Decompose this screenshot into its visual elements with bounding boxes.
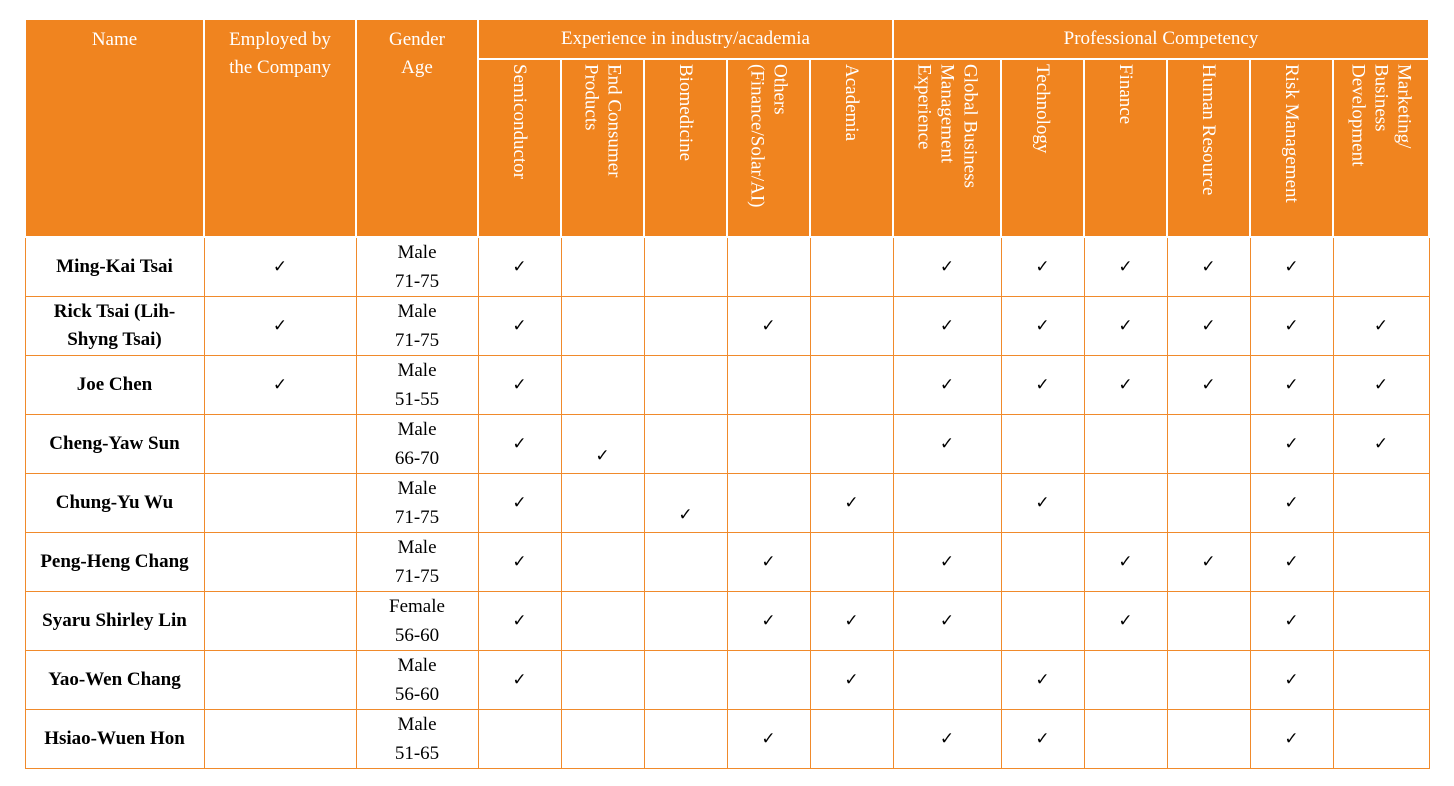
header-column-semiconductor (478, 59, 561, 237)
check-mark-icon: ✓ (1118, 316, 1133, 336)
check-cell-semiconductor (478, 710, 561, 769)
age-value: 56-60 (394, 684, 440, 705)
check-mark-icon: ✓ (761, 611, 776, 631)
check-cell-technology (1001, 533, 1084, 592)
check-cell-global-business (893, 474, 1001, 533)
employed-cell (204, 356, 356, 415)
check-mark-icon: ✓ (1284, 493, 1299, 513)
check-cell-finance (1084, 592, 1167, 651)
check-cell-marketing (1333, 710, 1429, 769)
check-mark-icon: ✓ (1035, 729, 1050, 749)
check-cell-academia (810, 297, 893, 356)
check-cell-semiconductor (478, 474, 561, 533)
check-mark-icon: ✓ (272, 316, 288, 336)
check-cell-global-business (893, 415, 1001, 474)
table-row (25, 592, 1429, 651)
check-cell-human-resource (1167, 592, 1250, 651)
employed-cell (204, 297, 356, 356)
check-cell-academia (810, 474, 893, 533)
header-column-label (746, 64, 792, 208)
check-cell-others (727, 651, 810, 710)
director-name-line: Rick Tsai (Lih- (53, 301, 176, 322)
check-cell-academia (810, 710, 893, 769)
check-cell-human-resource (1167, 356, 1250, 415)
check-mark-icon: ✓ (1284, 670, 1299, 690)
check-mark-icon: ✓ (939, 375, 955, 395)
table-header (25, 19, 1429, 237)
check-mark-icon: ✓ (844, 493, 859, 513)
header-column-label (1280, 64, 1303, 203)
check-cell-technology (1001, 710, 1084, 769)
header-column-label-line: Human Resource (1198, 64, 1219, 196)
header-column-biomedicine (644, 59, 727, 237)
check-cell-finance (1084, 651, 1167, 710)
header-name-label: Name (91, 29, 138, 50)
check-cell-risk-management (1250, 651, 1333, 710)
gender-value: Male (397, 537, 437, 558)
check-mark-icon: ✓ (1035, 257, 1050, 277)
check-cell-end-consumer (561, 237, 644, 297)
table-row (25, 651, 1429, 710)
check-cell-biomedicine (644, 592, 727, 651)
director-name-line: Ming-Kai Tsai (56, 256, 173, 277)
director-name (25, 592, 204, 651)
check-cell-end-consumer (561, 474, 644, 533)
header-column-label-line: Semiconductor (509, 64, 530, 180)
check-cell-biomedicine (644, 710, 727, 769)
check-cell-finance (1084, 237, 1167, 297)
check-mark-icon: ✓ (1118, 552, 1133, 572)
header-column-label (1031, 64, 1054, 153)
header-column-label-line: End Consumer (603, 64, 625, 178)
header-column-technology (1001, 59, 1084, 237)
check-cell-others (727, 710, 810, 769)
check-cell-marketing (1333, 651, 1429, 710)
check-cell-marketing (1333, 237, 1429, 297)
check-cell-marketing (1333, 533, 1429, 592)
check-cell-academia (810, 592, 893, 651)
check-cell-biomedicine (644, 356, 727, 415)
check-cell-risk-management (1250, 237, 1333, 297)
header-employed-line: the Company (229, 57, 331, 78)
check-mark-icon: ✓ (939, 611, 955, 631)
header-column-label-line: Finance (1115, 64, 1136, 125)
employed-cell (204, 415, 356, 474)
check-mark-icon: ✓ (1201, 257, 1216, 277)
director-name (25, 356, 204, 415)
check-cell-biomedicine (644, 651, 727, 710)
check-cell-global-business (893, 297, 1001, 356)
header-column-end-consumer (561, 59, 644, 237)
check-cell-finance (1084, 710, 1167, 769)
check-cell-others (727, 237, 810, 297)
check-cell-risk-management (1250, 533, 1333, 592)
employed-cell (204, 533, 356, 592)
check-mark-icon: ✓ (595, 446, 610, 466)
table-row (25, 533, 1429, 592)
check-cell-marketing (1333, 297, 1429, 356)
check-mark-icon: ✓ (1118, 375, 1133, 395)
check-mark-icon: ✓ (512, 552, 527, 572)
gender-age-cell (356, 651, 478, 710)
check-cell-end-consumer (561, 710, 644, 769)
header-row-groups (25, 19, 1429, 59)
check-mark-icon: ✓ (1284, 611, 1299, 631)
check-mark-icon: ✓ (1201, 375, 1216, 395)
check-cell-risk-management (1250, 415, 1333, 474)
header-age-label: Age (401, 57, 433, 78)
director-name (25, 415, 204, 474)
check-mark-icon: ✓ (844, 670, 859, 690)
header-column-label-line: (Finance/Solar/AI) (746, 64, 768, 208)
director-name-line: Yao-Wen Chang (48, 669, 181, 690)
check-cell-semiconductor (478, 237, 561, 297)
age-value: 66-70 (394, 448, 440, 469)
check-cell-technology (1001, 474, 1084, 533)
gender-age-cell (356, 237, 478, 297)
check-mark-icon: ✓ (1035, 493, 1050, 513)
check-cell-finance (1084, 415, 1167, 474)
header-column-label-line: Marketing/ (1393, 64, 1415, 149)
header-column-others (727, 59, 810, 237)
table-row (25, 356, 1429, 415)
check-cell-technology (1001, 237, 1084, 297)
check-cell-human-resource (1167, 415, 1250, 474)
check-cell-global-business (893, 651, 1001, 710)
gender-age-cell (356, 533, 478, 592)
check-cell-finance (1084, 297, 1167, 356)
header-group-experience (478, 19, 893, 59)
table-row (25, 710, 1429, 769)
gender-age-cell (356, 297, 478, 356)
check-cell-technology (1001, 356, 1084, 415)
check-mark-icon: ✓ (939, 552, 955, 572)
table-row (25, 415, 1429, 474)
header-column-label-line: Development (1347, 64, 1369, 167)
employed-cell (204, 237, 356, 297)
age-value: 71-75 (394, 507, 440, 528)
header-column-academia (810, 59, 893, 237)
header-column-global-business (893, 59, 1001, 237)
check-mark-icon: ✓ (761, 316, 776, 336)
director-name (25, 237, 204, 297)
check-cell-global-business (893, 237, 1001, 297)
check-cell-human-resource (1167, 533, 1250, 592)
check-cell-semiconductor (478, 415, 561, 474)
check-mark-icon: ✓ (512, 257, 527, 277)
gender-age-cell (356, 710, 478, 769)
check-cell-human-resource (1167, 710, 1250, 769)
header-gender-label: Gender (389, 29, 445, 50)
check-cell-semiconductor (478, 297, 561, 356)
check-cell-others (727, 415, 810, 474)
age-value: 51-55 (394, 389, 440, 410)
board-competency-table (24, 18, 1430, 769)
check-mark-icon: ✓ (1373, 316, 1389, 336)
check-cell-finance (1084, 533, 1167, 592)
director-name-line: Peng-Heng Chang (40, 551, 189, 572)
check-mark-icon: ✓ (1118, 257, 1133, 277)
check-cell-risk-management (1250, 356, 1333, 415)
gender-value: Male (397, 360, 437, 381)
check-cell-marketing (1333, 592, 1429, 651)
table-row (25, 297, 1429, 356)
check-mark-icon: ✓ (1035, 670, 1050, 690)
director-name-line: Shyng Tsai) (67, 329, 162, 350)
director-name (25, 297, 204, 356)
table-body (25, 237, 1429, 769)
director-name-line: Chung-Yu Wu (55, 492, 174, 513)
check-cell-semiconductor (478, 651, 561, 710)
header-employed (204, 19, 356, 237)
header-column-label-line: Global Business (959, 64, 981, 189)
check-cell-risk-management (1250, 474, 1333, 533)
check-cell-human-resource (1167, 651, 1250, 710)
header-column-label (840, 64, 863, 141)
header-column-label (1347, 64, 1416, 166)
header-column-label (1197, 64, 1220, 195)
gender-value: Male (397, 478, 437, 499)
check-cell-others (727, 592, 810, 651)
check-mark-icon: ✓ (939, 729, 955, 749)
header-column-label (580, 64, 626, 177)
check-cell-others (727, 474, 810, 533)
check-mark-icon: ✓ (1373, 434, 1389, 454)
check-mark-icon: ✓ (1284, 434, 1299, 454)
gender-value: Female (389, 596, 445, 617)
header-column-label-line: Others (769, 64, 791, 115)
check-mark-icon: ✓ (1284, 729, 1299, 749)
check-cell-marketing (1333, 474, 1429, 533)
header-column-label-line: Business (1370, 64, 1392, 132)
check-mark-icon: ✓ (272, 375, 288, 395)
header-column-label-line: Management (936, 64, 958, 164)
check-cell-academia (810, 651, 893, 710)
header-column-label (508, 64, 531, 179)
gender-age-cell (356, 474, 478, 533)
gender-age-cell (356, 415, 478, 474)
header-column-marketing (1333, 59, 1429, 237)
check-cell-biomedicine (644, 297, 727, 356)
check-cell-semiconductor (478, 592, 561, 651)
gender-value: Male (397, 301, 437, 322)
check-cell-global-business (893, 356, 1001, 415)
check-cell-end-consumer (561, 297, 644, 356)
director-name-line: Cheng-Yaw Sun (49, 433, 180, 454)
gender-age-cell (356, 356, 478, 415)
check-cell-end-consumer (561, 651, 644, 710)
director-name-line: Hsiao-Wuen Hon (44, 728, 185, 749)
table-row (25, 474, 1429, 533)
check-mark-icon: ✓ (1035, 375, 1050, 395)
check-cell-biomedicine (644, 237, 727, 297)
header-gender-age (356, 19, 478, 237)
header-group-competency (893, 19, 1429, 59)
check-mark-icon: ✓ (512, 316, 527, 336)
check-cell-biomedicine (644, 415, 727, 474)
check-cell-finance (1084, 356, 1167, 415)
check-cell-others (727, 356, 810, 415)
check-cell-end-consumer (561, 415, 644, 474)
header-column-label (913, 64, 982, 188)
employed-cell (204, 651, 356, 710)
gender-value: Male (397, 419, 437, 440)
check-cell-end-consumer (561, 533, 644, 592)
check-cell-human-resource (1167, 297, 1250, 356)
check-cell-marketing (1333, 415, 1429, 474)
check-cell-global-business (893, 533, 1001, 592)
header-column-label (674, 64, 697, 161)
check-cell-human-resource (1167, 237, 1250, 297)
check-mark-icon: ✓ (1284, 375, 1299, 395)
employed-cell (204, 710, 356, 769)
check-cell-semiconductor (478, 356, 561, 415)
check-cell-technology (1001, 592, 1084, 651)
check-cell-finance (1084, 474, 1167, 533)
check-mark-icon: ✓ (512, 434, 527, 454)
director-name-line: Syaru Shirley Lin (42, 610, 187, 631)
check-cell-global-business (893, 710, 1001, 769)
check-mark-icon: ✓ (1035, 316, 1050, 336)
check-cell-global-business (893, 592, 1001, 651)
gender-value: Male (397, 655, 437, 676)
age-value: 71-75 (394, 330, 440, 351)
check-mark-icon: ✓ (761, 729, 776, 749)
header-column-label-line: Academia (841, 64, 862, 142)
gender-value: Male (397, 714, 437, 735)
check-cell-technology (1001, 415, 1084, 474)
check-cell-marketing (1333, 356, 1429, 415)
header-group-competency-label: Professional Competency (1063, 28, 1259, 49)
director-name (25, 710, 204, 769)
age-value: 51-65 (394, 743, 440, 764)
director-name-line: Joe Chen (76, 374, 153, 395)
header-column-label-line: Technology (1032, 64, 1053, 154)
age-value: 56-60 (394, 625, 440, 646)
check-cell-academia (810, 356, 893, 415)
employed-cell (204, 474, 356, 533)
header-column-label-line: Biomedicine (675, 64, 696, 162)
check-mark-icon: ✓ (1201, 316, 1216, 336)
check-mark-icon: ✓ (1284, 316, 1299, 336)
table-row (25, 237, 1429, 297)
check-mark-icon: ✓ (1118, 611, 1133, 631)
check-cell-academia (810, 237, 893, 297)
check-cell-technology (1001, 297, 1084, 356)
check-cell-academia (810, 415, 893, 474)
age-value: 71-75 (394, 566, 440, 587)
board-competency-table-container (24, 18, 1430, 769)
check-mark-icon: ✓ (1284, 257, 1299, 277)
check-mark-icon: ✓ (512, 670, 527, 690)
director-name (25, 651, 204, 710)
header-column-label (1114, 64, 1137, 124)
check-mark-icon: ✓ (1284, 552, 1299, 572)
check-cell-biomedicine (644, 533, 727, 592)
check-cell-human-resource (1167, 474, 1250, 533)
check-mark-icon: ✓ (678, 505, 693, 525)
check-cell-others (727, 297, 810, 356)
check-cell-risk-management (1250, 592, 1333, 651)
check-cell-end-consumer (561, 356, 644, 415)
header-name (25, 19, 204, 237)
director-name (25, 474, 204, 533)
director-name (25, 533, 204, 592)
header-column-risk-management (1250, 59, 1333, 237)
check-cell-risk-management (1250, 297, 1333, 356)
check-mark-icon: ✓ (844, 611, 859, 631)
header-column-label-line: Products (580, 64, 602, 131)
check-mark-icon: ✓ (512, 375, 527, 395)
check-mark-icon: ✓ (939, 316, 955, 336)
header-column-label-line: Experience (913, 64, 935, 150)
age-value: 71-75 (394, 271, 440, 292)
check-mark-icon: ✓ (1373, 375, 1389, 395)
check-mark-icon: ✓ (1201, 552, 1216, 572)
header-employed-line: Employed by (229, 29, 331, 50)
header-group-experience-label: Experience in industry/academia (560, 28, 810, 49)
check-mark-icon: ✓ (512, 493, 527, 513)
header-column-human-resource (1167, 59, 1250, 237)
check-mark-icon: ✓ (512, 611, 527, 631)
check-cell-technology (1001, 651, 1084, 710)
check-mark-icon: ✓ (761, 552, 776, 572)
check-cell-end-consumer (561, 592, 644, 651)
check-mark-icon: ✓ (939, 257, 955, 277)
check-cell-risk-management (1250, 710, 1333, 769)
check-cell-semiconductor (478, 533, 561, 592)
check-cell-biomedicine (644, 474, 727, 533)
header-column-label-line: Risk Management (1281, 64, 1302, 203)
employed-cell (204, 592, 356, 651)
check-cell-others (727, 533, 810, 592)
gender-value: Male (397, 242, 437, 263)
header-column-finance (1084, 59, 1167, 237)
check-mark-icon: ✓ (272, 257, 288, 277)
check-mark-icon: ✓ (939, 434, 955, 454)
gender-age-cell (356, 592, 478, 651)
check-cell-academia (810, 533, 893, 592)
